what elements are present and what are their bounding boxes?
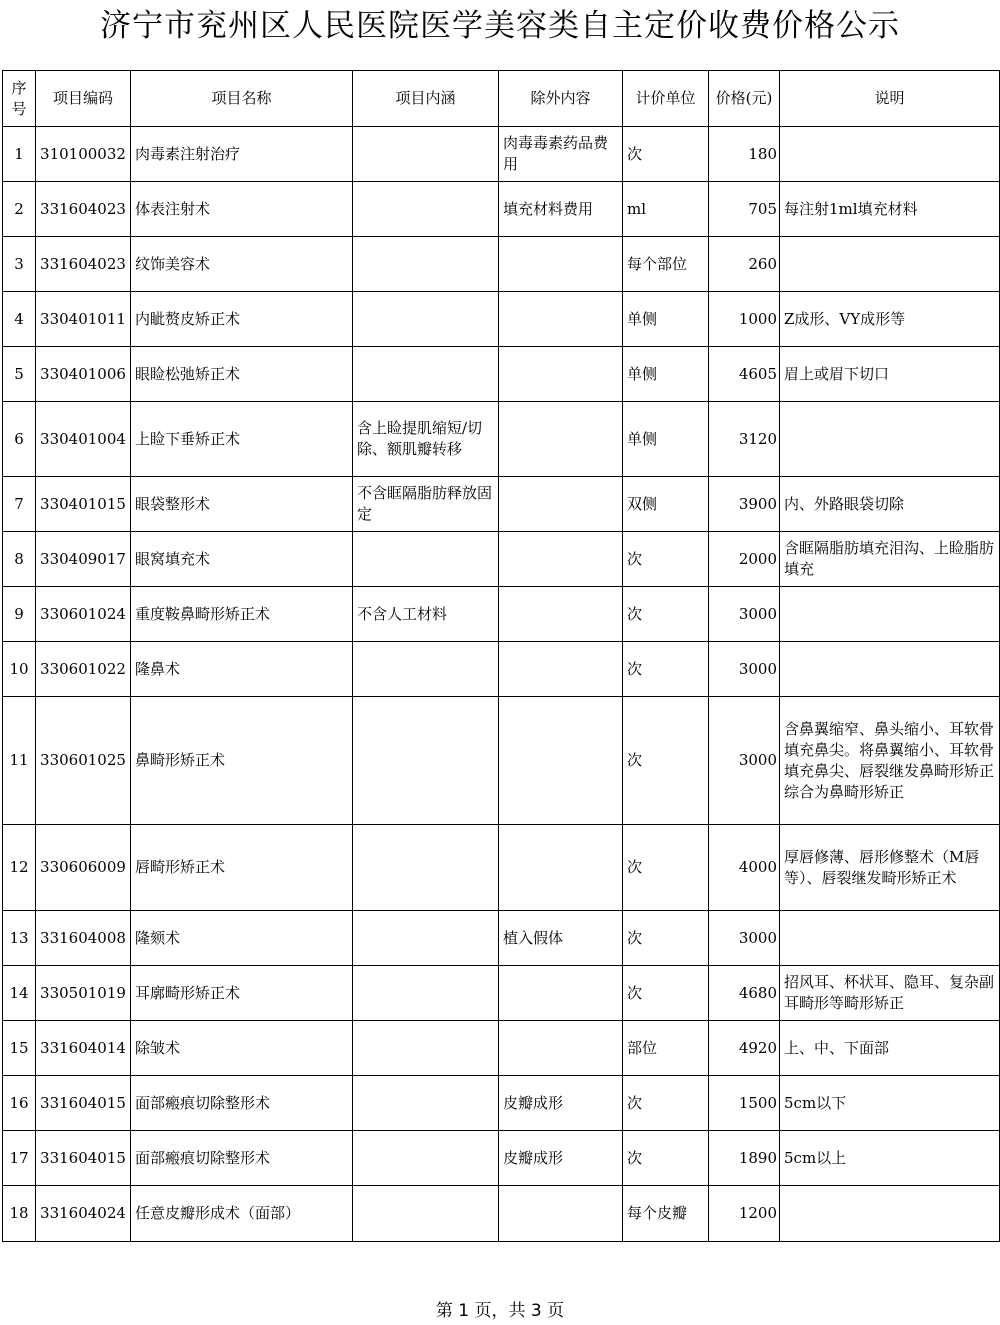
cell-code: 331604015 [36,1131,131,1186]
cell-price: 180 [709,127,780,182]
cell-unit: 次 [623,127,709,182]
cell-price: 3000 [709,911,780,966]
table-row [3,182,1000,237]
cell-price: 3000 [709,587,780,642]
col-header-excluded: 除外内容 [499,71,623,127]
cell-no: 18 [3,1186,36,1242]
cell-name: 重度鞍鼻畸形矫正术 [131,587,353,642]
cell-code: 330401015 [36,477,131,532]
table-row [3,347,1000,402]
cell-content [353,532,499,587]
cell-note: 上、中、下面部 [780,1021,1000,1076]
cell-excluded [499,532,623,587]
cell-excluded: 植入假体 [499,911,623,966]
table-row [3,966,1000,1021]
table-row [3,697,1000,825]
cell-note [780,127,1000,182]
cell-no: 4 [3,292,36,347]
cell-code: 330606009 [36,825,131,911]
table-row [3,911,1000,966]
cell-no: 15 [3,1021,36,1076]
cell-price: 2000 [709,532,780,587]
table-row [3,127,1000,182]
cell-price: 3000 [709,642,780,697]
cell-excluded [499,237,623,292]
cell-no: 1 [3,127,36,182]
cell-unit: 部位 [623,1021,709,1076]
table-row [3,1186,1000,1242]
page-title: 济宁市兖州区人民医院医学美容类自主定价收费价格公示 [100,8,900,44]
cell-note [780,402,1000,477]
table-row [3,1076,1000,1131]
cell-code: 330601025 [36,697,131,825]
cell-unit: 次 [623,825,709,911]
col-header-note: 说明 [780,71,1000,127]
table-row [3,825,1000,911]
cell-code: 330501019 [36,966,131,1021]
price-table [2,70,1000,1242]
cell-price: 260 [709,237,780,292]
cell-content [353,1131,499,1186]
cell-no: 17 [3,1131,36,1186]
cell-price: 705 [709,182,780,237]
cell-name: 纹饰美容术 [131,237,353,292]
cell-name: 耳廓畸形矫正术 [131,966,353,1021]
cell-name: 唇畸形矫正术 [131,825,353,911]
cell-no: 16 [3,1076,36,1131]
cell-price: 1500 [709,1076,780,1131]
cell-note [780,642,1000,697]
col-header-unit: 计价单位 [623,71,709,127]
cell-code: 310100032 [36,127,131,182]
cell-unit: 次 [623,1131,709,1186]
cell-content [353,237,499,292]
table-row [3,292,1000,347]
cell-unit: 每个皮瓣 [623,1186,709,1242]
table-row [3,642,1000,697]
cell-excluded [499,477,623,532]
cell-price: 1200 [709,1186,780,1242]
cell-content [353,1076,499,1131]
cell-content [353,127,499,182]
cell-no: 6 [3,402,36,477]
table-row [3,532,1000,587]
header-row [3,71,1000,127]
cell-excluded [499,825,623,911]
cell-name: 隆颏术 [131,911,353,966]
cell-no: 10 [3,642,36,697]
cell-content: 不含眶隔脂肪释放固定 [353,477,499,532]
cell-code: 330601024 [36,587,131,642]
cell-excluded: 皮瓣成形 [499,1131,623,1186]
cell-name: 眼袋整形术 [131,477,353,532]
cell-excluded [499,697,623,825]
cell-unit: ml [623,182,709,237]
cell-no: 2 [3,182,36,237]
cell-name: 上睑下垂矫正术 [131,402,353,477]
cell-content [353,697,499,825]
cell-code: 331604024 [36,1186,131,1242]
cell-price: 4680 [709,966,780,1021]
cell-code: 331604023 [36,182,131,237]
cell-unit: 次 [623,642,709,697]
cell-content [353,347,499,402]
cell-code: 330409017 [36,532,131,587]
table-row [3,1021,1000,1076]
cell-note: 含鼻翼缩窄、鼻头缩小、耳软骨填充鼻尖。将鼻翼缩小、耳软骨填充鼻尖、唇裂继发鼻畸形矫正综合为鼻畸形矫正 [780,697,1000,825]
cell-name: 面部瘢痕切除整形术 [131,1076,353,1131]
cell-content [353,642,499,697]
cell-content [353,966,499,1021]
col-header-name: 项目名称 [131,71,353,127]
cell-no: 11 [3,697,36,825]
cell-price: 1890 [709,1131,780,1186]
table-row [3,477,1000,532]
cell-note: 内、外路眼袋切除 [780,477,1000,532]
cell-name: 内眦赘皮矫正术 [131,292,353,347]
cell-note [780,1186,1000,1242]
cell-price: 3120 [709,402,780,477]
cell-unit: 次 [623,532,709,587]
cell-excluded [499,347,623,402]
cell-note: 厚唇修薄、唇形修整术（M唇等）、唇裂继发畸形矫正术 [780,825,1000,911]
cell-note [780,237,1000,292]
cell-no: 12 [3,825,36,911]
cell-excluded [499,1186,623,1242]
cell-code: 331604015 [36,1076,131,1131]
cell-unit: 单侧 [623,347,709,402]
cell-excluded [499,587,623,642]
cell-name: 眼睑松弛矫正术 [131,347,353,402]
cell-content [353,182,499,237]
cell-name: 除皱术 [131,1021,353,1076]
cell-excluded [499,966,623,1021]
cell-unit: 次 [623,587,709,642]
cell-excluded [499,1021,623,1076]
cell-name: 体表注射术 [131,182,353,237]
cell-code: 330601022 [36,642,131,697]
table-row [3,237,1000,292]
cell-no: 8 [3,532,36,587]
page-footer: 第 1 页，共 3 页 [435,1301,565,1321]
table-row [3,1131,1000,1186]
cell-unit: 单侧 [623,292,709,347]
cell-content: 含上睑提肌缩短/切除、额肌瓣转移 [353,402,499,477]
cell-content [353,825,499,911]
cell-excluded: 肉毒毒素药品费用 [499,127,623,182]
cell-note: 每注射1ml填充材料 [780,182,1000,237]
cell-name: 隆鼻术 [131,642,353,697]
table-row [3,587,1000,642]
cell-note [780,911,1000,966]
cell-code: 331604008 [36,911,131,966]
cell-unit: 双侧 [623,477,709,532]
cell-excluded: 皮瓣成形 [499,1076,623,1131]
cell-name: 鼻畸形矫正术 [131,697,353,825]
cell-note: 含眶隔脂肪填充泪沟、上睑脂肪填充 [780,532,1000,587]
cell-note: 眉上或眉下切口 [780,347,1000,402]
cell-price: 4605 [709,347,780,402]
cell-code: 330401004 [36,402,131,477]
col-header-code: 项目编码 [36,71,131,127]
cell-price: 3000 [709,697,780,825]
cell-unit: 次 [623,697,709,825]
cell-content [353,292,499,347]
col-header-no: 序号 [3,71,36,127]
cell-unit: 次 [623,966,709,1021]
cell-no: 3 [3,237,36,292]
cell-note: 5cm以下 [780,1076,1000,1131]
cell-code: 330401011 [36,292,131,347]
cell-unit: 次 [623,911,709,966]
cell-unit: 每个部位 [623,237,709,292]
cell-note: 5cm以上 [780,1131,1000,1186]
cell-note: Z成形、VY成形等 [780,292,1000,347]
cell-price: 4000 [709,825,780,911]
cell-name: 眼窝填充术 [131,532,353,587]
cell-price: 3900 [709,477,780,532]
cell-price: 1000 [709,292,780,347]
cell-unit: 次 [623,1076,709,1131]
cell-code: 330401006 [36,347,131,402]
cell-no: 13 [3,911,36,966]
cell-price: 4920 [709,1021,780,1076]
table-body [3,127,1000,1242]
cell-content: 不含人工材料 [353,587,499,642]
cell-excluded: 填充材料费用 [499,182,623,237]
cell-name: 肉毒素注射治疗 [131,127,353,182]
cell-excluded [499,292,623,347]
cell-note [780,587,1000,642]
cell-content [353,1186,499,1242]
col-header-price: 价格(元) [709,71,780,127]
cell-name: 任意皮瓣形成术（面部） [131,1186,353,1242]
cell-excluded [499,642,623,697]
cell-name: 面部瘢痕切除整形术 [131,1131,353,1186]
cell-content [353,911,499,966]
table-row [3,402,1000,477]
cell-no: 14 [3,966,36,1021]
cell-no: 7 [3,477,36,532]
cell-excluded [499,402,623,477]
cell-no: 5 [3,347,36,402]
col-header-content: 项目内涵 [353,71,499,127]
cell-content [353,1021,499,1076]
cell-code: 331604023 [36,237,131,292]
cell-code: 331604014 [36,1021,131,1076]
cell-no: 9 [3,587,36,642]
cell-note: 招风耳、杯状耳、隐耳、复杂副耳畸形等畸形矫正 [780,966,1000,1021]
cell-unit: 单侧 [623,402,709,477]
